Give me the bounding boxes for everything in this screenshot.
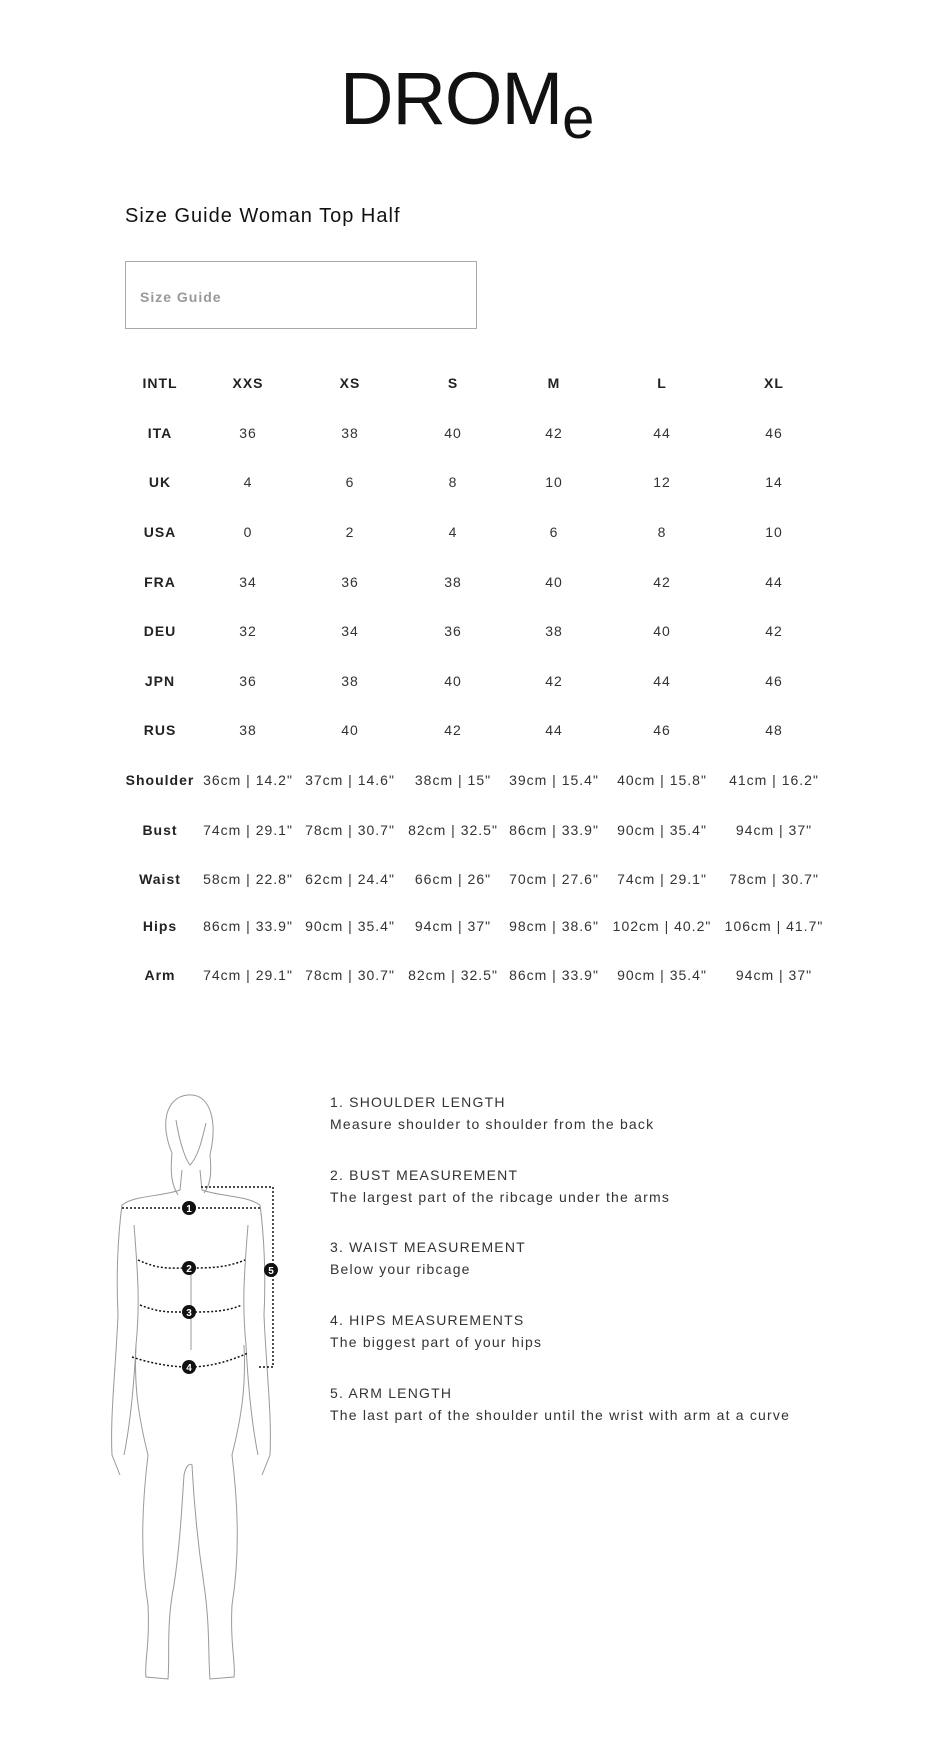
table-cell: 48 [765,722,783,738]
column-header: XS [339,375,361,391]
table-cell: 12 [653,474,671,490]
table-cell: 8 [448,474,458,490]
marker-1: 1 [186,1204,192,1215]
table-cell: 38cm | 15" [414,772,492,788]
table-cell: 2 [345,524,355,540]
table-cell: 90cm | 35.4" [617,967,707,983]
table-cell: 46 [653,722,671,738]
table-cell: 44 [653,673,671,689]
table-cell: 44 [653,425,671,441]
row-header: Bust [142,822,178,838]
table-cell: 42 [653,574,671,590]
table-cell: 32 [239,623,257,639]
table-cell: 44 [545,722,563,738]
table-cell: 37cm | 14.6" [305,772,395,788]
instruction-heading: 2. BUST MEASUREMENT [330,1167,519,1183]
row-header: RUS [143,722,177,738]
table-cell: 74cm | 29.1" [617,871,707,887]
table-row [0,918,948,938]
row-header: Hips [142,918,178,934]
table-cell: 44 [765,574,783,590]
table-cell: 40 [444,673,462,689]
table-cell: 4 [448,524,458,540]
table-row [0,673,948,693]
table-cell: 42 [545,425,563,441]
table-cell: 36 [341,574,359,590]
table-cell: 94cm | 37" [735,822,813,838]
table-header-row [0,375,948,395]
table-cell: 94cm | 37" [414,918,492,934]
table-cell: 41cm | 16.2" [729,772,819,788]
table-cell: 40 [545,574,563,590]
row-header: USA [143,524,177,540]
table-cell: 14 [765,474,783,490]
table-cell: 42 [444,722,462,738]
body-measurement-figure [110,1085,290,1685]
table-cell: 78cm | 30.7" [729,871,819,887]
table-cell: 38 [341,425,359,441]
table-cell: 62cm | 24.4" [305,871,395,887]
row-header: Waist [139,871,181,887]
table-cell: 8 [657,524,667,540]
table-cell: 78cm | 30.7" [305,822,395,838]
column-header: XL [764,375,784,391]
column-header: S [447,375,459,391]
marker-4: 4 [186,1363,192,1374]
row-header: Shoulder [125,772,195,788]
instruction-heading: 4. HIPS MEASUREMENTS [330,1312,525,1328]
table-cell: 36 [239,425,257,441]
table-cell: 40 [444,425,462,441]
table-cell: 86cm | 33.9" [509,822,599,838]
table-cell: 90cm | 35.4" [305,918,395,934]
table-cell: 94cm | 37" [735,967,813,983]
table-row [0,574,948,594]
row-header: UK [148,474,172,490]
table-row [0,623,948,643]
table-cell: 6 [345,474,355,490]
table-cell: 106cm | 41.7" [724,918,824,934]
row-header: FRA [144,574,176,590]
instruction-text: The largest part of the ribcage under the arms [330,1189,671,1205]
column-header: XXS [232,375,264,391]
table-cell: 98cm | 38.6" [509,918,599,934]
table-cell: 42 [545,673,563,689]
table-row [0,822,948,842]
table-cell: 0 [243,524,253,540]
table-cell: 38 [444,574,462,590]
column-header: INTL [142,375,178,391]
instruction-shoulder [330,1094,654,1132]
table-cell: 42 [765,623,783,639]
table-cell: 46 [765,673,783,689]
table-cell: 82cm | 32.5" [408,822,498,838]
table-cell: 40cm | 15.8" [617,772,707,788]
table-cell: 36 [444,623,462,639]
table-row [0,425,948,445]
marker-3: 3 [186,1308,192,1319]
column-header: M [547,375,561,391]
row-header: DEU [143,623,177,639]
instruction-text: Below your ribcage [330,1261,471,1277]
table-cell: 102cm | 40.2" [612,918,712,934]
table-cell: 70cm | 27.6" [509,871,599,887]
instruction-text: Measure shoulder to shoulder from the back [330,1116,655,1132]
size-guide-select[interactable] [125,261,477,329]
marker-2: 2 [186,1264,192,1275]
instruction-heading: 5. ARM LENGTH [330,1385,453,1401]
table-cell: 38 [545,623,563,639]
table-cell: 40 [653,623,671,639]
table-cell: 10 [545,474,563,490]
table-cell: 78cm | 30.7" [305,967,395,983]
table-cell: 74cm | 29.1" [203,822,293,838]
table-cell: 40 [341,722,359,738]
measurement-markers [182,1201,278,1374]
brand-logo[interactable] [340,57,594,151]
logo-text: DROM [340,57,563,140]
table-cell: 90cm | 35.4" [617,822,707,838]
table-cell: 86cm | 33.9" [203,918,293,934]
table-cell: 82cm | 32.5" [408,967,498,983]
table-cell: 66cm | 26" [414,871,492,887]
table-cell: 36cm | 14.2" [203,772,293,788]
table-cell: 34 [239,574,257,590]
table-cell: 74cm | 29.1" [203,967,293,983]
instruction-arm [330,1385,790,1423]
instruction-hips [330,1312,542,1350]
table-row [0,772,948,792]
table-row [0,967,948,987]
column-header: L [657,375,667,391]
table-cell: 6 [549,524,559,540]
instruction-heading: 3. WAIST MEASUREMENT [330,1239,526,1255]
table-cell: 46 [765,425,783,441]
table-cell: 39cm | 15.4" [509,772,599,788]
table-row [0,524,948,544]
table-cell: 36 [239,673,257,689]
instruction-text: The last part of the shoulder until the wrist with arm at a curve [330,1407,791,1423]
table-cell: 58cm | 22.8" [203,871,293,887]
table-cell: 10 [765,524,783,540]
table-cell: 4 [243,474,253,490]
row-header: JPN [144,673,176,689]
row-header: Arm [144,967,176,983]
table-row [0,722,948,742]
instruction-heading: 1. SHOULDER LENGTH [330,1094,506,1110]
instruction-bust [330,1167,670,1205]
logo-text-tail: e [562,86,594,151]
instruction-waist [330,1239,526,1277]
page-title: Size Guide Woman Top Half [125,205,401,227]
table-row [0,474,948,494]
table-cell: 38 [341,673,359,689]
table-cell: 38 [239,722,257,738]
marker-5: 5 [268,1266,274,1277]
size-guide-select-label: Size Guide [140,289,222,305]
table-cell: 34 [341,623,359,639]
table-row [0,871,948,891]
instruction-text: The biggest part of your hips [330,1334,543,1350]
row-header: ITA [147,425,173,441]
table-cell: 86cm | 33.9" [509,967,599,983]
